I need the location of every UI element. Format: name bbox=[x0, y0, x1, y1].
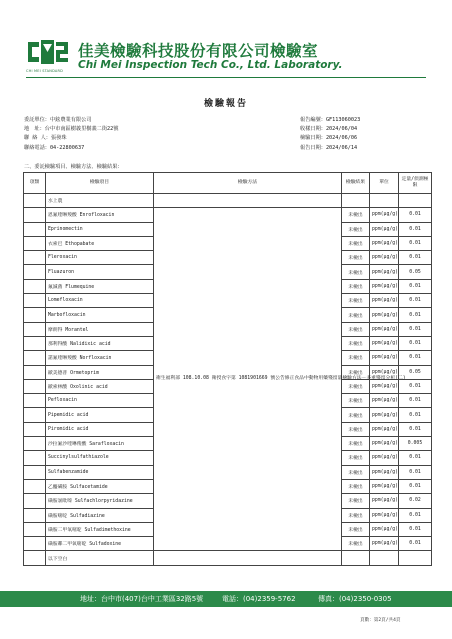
row-limit: 0.01 bbox=[399, 408, 432, 422]
header-unit: 單位 bbox=[370, 173, 399, 194]
client-phone: 聯絡電話：04-22800637 bbox=[24, 144, 85, 151]
row-limit: 0.01 bbox=[399, 537, 432, 551]
row-limit: 0.01 bbox=[399, 208, 432, 222]
row-unit: ppm(μg/g) bbox=[370, 365, 399, 379]
header-item: 檢驗項目 bbox=[46, 173, 154, 194]
row-unit: ppm(μg/g) bbox=[370, 308, 399, 322]
row-result: 未檢出 bbox=[342, 508, 370, 522]
row-item: Marbofloxacin bbox=[46, 308, 154, 322]
row-result: 未檢出 bbox=[342, 322, 370, 336]
row-limit: 0.05 bbox=[399, 365, 432, 379]
row-item: Fluazuron bbox=[46, 265, 154, 279]
row-limit: 0.01 bbox=[399, 236, 432, 250]
footer-fax: 傳真：(04)2350-0305 bbox=[318, 595, 392, 603]
header-category: 項類 bbox=[24, 173, 46, 194]
row-item: 摩朗得 Morantel bbox=[46, 322, 154, 336]
row-item: Sulfabenzamide bbox=[46, 465, 154, 479]
row-item: 恩氟喹啉羧酸 Enrofloxacin bbox=[46, 208, 154, 222]
row-limit: 0.01 bbox=[399, 336, 432, 350]
row-unit: ppm(μg/g) bbox=[370, 208, 399, 222]
row-category-cell bbox=[24, 294, 46, 308]
blank-cell bbox=[399, 551, 432, 565]
row-category-cell bbox=[24, 451, 46, 465]
row-category-cell bbox=[24, 379, 46, 393]
row-result: 未檢出 bbox=[342, 308, 370, 322]
row-unit: ppm(μg/g) bbox=[370, 294, 399, 308]
row-unit: ppm(μg/g) bbox=[370, 422, 399, 436]
row-item: 沙拉氟沙喹啉羧酸 Sarafloxacin bbox=[46, 437, 154, 451]
row-category-cell bbox=[24, 208, 46, 222]
footer-address: 地址：台中市(407)台中工業區32路5號 bbox=[80, 595, 204, 603]
method-cell: 衛生福利部 108.10.08 衛授食字第 1081901669 號公告修正食品中動物用藥殘留量檢驗方法－多重殘留分析(二) bbox=[154, 208, 342, 551]
row-result: 未檢出 bbox=[342, 379, 370, 393]
row-item: 氟滅菌 Flumequine bbox=[46, 279, 154, 293]
row-item: Pipemidic acid bbox=[46, 408, 154, 422]
blank-row-label: 以下空白 bbox=[46, 551, 154, 565]
row-category-cell bbox=[24, 251, 46, 265]
row-category-cell bbox=[24, 365, 46, 379]
client-info bbox=[24, 116, 118, 153]
row-limit: 0.01 bbox=[399, 308, 432, 322]
row-item: Succinylsulfathiazole bbox=[46, 451, 154, 465]
row-result: 未檢出 bbox=[342, 522, 370, 536]
row-item: 諾氟喹啉羧酸 Norfloxacin bbox=[46, 351, 154, 365]
row-result: 未檢出 bbox=[342, 208, 370, 222]
header-divider bbox=[26, 77, 426, 78]
report-title: 檢驗報告 bbox=[203, 99, 248, 109]
row-category-cell bbox=[24, 437, 46, 451]
company-name-zh: 佳美檢驗科技股份有限公司檢驗室 bbox=[78, 42, 319, 60]
row-unit: ppm(μg/g) bbox=[370, 351, 399, 365]
section-title: 二、委託檢驗項目、檢驗方法、檢驗結果： bbox=[24, 164, 123, 170]
row-unit: ppm(μg/g) bbox=[370, 437, 399, 451]
table-row bbox=[24, 208, 432, 222]
row-category-cell bbox=[24, 279, 46, 293]
row-item: 磺胺鄰二甲氧嘧啶 Sulfadoxine bbox=[46, 537, 154, 551]
row-unit: ppm(μg/g) bbox=[370, 336, 399, 350]
row-item: 磺胺嘧啶 Sulfadiazine bbox=[46, 508, 154, 522]
row-item: 歐索林酸 Oxolinic acid bbox=[46, 379, 154, 393]
client-name: 委託單位：中鉉農業有限公司 bbox=[24, 117, 92, 123]
row-category-cell bbox=[24, 537, 46, 551]
row-item: 衣索巴 Ethopabate bbox=[46, 236, 154, 250]
row-result: 未檢出 bbox=[342, 222, 370, 236]
row-category-cell bbox=[24, 494, 46, 508]
row-limit: 0.01 bbox=[399, 322, 432, 336]
row-item: 那利得酸 Nalidixic acid bbox=[46, 336, 154, 350]
row-category-cell bbox=[24, 394, 46, 408]
report-info bbox=[300, 116, 360, 153]
row-result: 未檢出 bbox=[342, 494, 370, 508]
table-header-row bbox=[24, 173, 432, 194]
row-unit: ppm(μg/g) bbox=[370, 222, 399, 236]
row-category-cell bbox=[24, 408, 46, 422]
row-item: 磺胺氯吡嗪 Sulfachlorpyridazine bbox=[46, 494, 154, 508]
row-result: 未檢出 bbox=[342, 236, 370, 250]
footer-phone: 電話：(04)2359-5762 bbox=[222, 595, 296, 603]
row-unit: ppm(μg/g) bbox=[370, 494, 399, 508]
row-item: 歐美德普 Ormetoprim bbox=[46, 365, 154, 379]
row-limit: 0.01 bbox=[399, 351, 432, 365]
row-category-cell bbox=[24, 465, 46, 479]
blank-cell bbox=[342, 551, 370, 565]
row-unit: ppm(μg/g) bbox=[370, 265, 399, 279]
row-category-cell bbox=[24, 479, 46, 493]
row-result: 未檢出 bbox=[342, 336, 370, 350]
row-limit: 0.01 bbox=[399, 465, 432, 479]
logo-caption: CHI MEI STANDARD bbox=[26, 69, 64, 73]
row-unit: ppm(μg/g) bbox=[370, 279, 399, 293]
page-number: 頁數：第2頁/共4頁 bbox=[360, 618, 401, 623]
row-unit: ppm(μg/g) bbox=[370, 251, 399, 265]
row-result: 未檢出 bbox=[342, 251, 370, 265]
row-unit: ppm(μg/g) bbox=[370, 379, 399, 393]
company-logo bbox=[28, 38, 70, 66]
row-unit: ppm(μg/g) bbox=[370, 451, 399, 465]
row-limit: 0.01 bbox=[399, 508, 432, 522]
row-item: Piromidic acid bbox=[46, 422, 154, 436]
blank-row bbox=[24, 551, 432, 565]
test-date: 檢驗日期：2024/06/06 bbox=[300, 135, 358, 142]
client-contact: 聯 絡 人：張發珠 bbox=[24, 135, 67, 142]
row-limit: 0.02 bbox=[399, 494, 432, 508]
row-result: 未檢出 bbox=[342, 351, 370, 365]
row-category-cell bbox=[24, 265, 46, 279]
blank-cell bbox=[154, 551, 342, 565]
blank-cell bbox=[24, 551, 46, 565]
header-limit: 定量/偵測極限 bbox=[399, 173, 432, 194]
client-address: 地 址：台中市南區樹義里樹義二街22號 bbox=[24, 126, 119, 133]
row-result: 未檢出 bbox=[342, 422, 370, 436]
row-result: 未檢出 bbox=[342, 394, 370, 408]
row-category-cell bbox=[24, 308, 46, 322]
row-limit: 0.05 bbox=[399, 265, 432, 279]
row-category-cell bbox=[24, 322, 46, 336]
row-result: 未檢出 bbox=[342, 479, 370, 493]
row-item: Fleroxacin bbox=[46, 251, 154, 265]
row-unit: ppm(μg/g) bbox=[370, 408, 399, 422]
row-limit: 0.005 bbox=[399, 437, 432, 451]
category-label: 水上農 bbox=[46, 194, 154, 208]
row-result: 未檢出 bbox=[342, 465, 370, 479]
row-category-cell bbox=[24, 351, 46, 365]
results-table bbox=[23, 172, 432, 566]
report-date: 報告日期：2024/06/14 bbox=[300, 144, 358, 151]
row-result: 未檢出 bbox=[342, 408, 370, 422]
row-result: 未檢出 bbox=[342, 437, 370, 451]
row-result: 未檢出 bbox=[342, 279, 370, 293]
row-limit: 0.01 bbox=[399, 279, 432, 293]
row-limit: 0.01 bbox=[399, 379, 432, 393]
report-number: 報告編號：GF113060023 bbox=[300, 117, 361, 123]
row-item: Pefloxacin bbox=[46, 394, 154, 408]
row-result: 未檢出 bbox=[342, 294, 370, 308]
row-category-cell bbox=[24, 336, 46, 350]
blank-cell bbox=[370, 551, 399, 565]
row-unit: ppm(μg/g) bbox=[370, 394, 399, 408]
row-limit: 0.01 bbox=[399, 251, 432, 265]
row-item: 乙醯磺胺 Sulfacetamide bbox=[46, 479, 154, 493]
row-item: 磺胺二甲氧嘧啶 Sulfadimethoxine bbox=[46, 522, 154, 536]
row-category-cell bbox=[24, 422, 46, 436]
row-category-cell bbox=[24, 508, 46, 522]
received-date: 收樣日期：2024/06/04 bbox=[300, 126, 358, 133]
row-item: Eprinomectin bbox=[46, 222, 154, 236]
row-limit: 0.01 bbox=[399, 294, 432, 308]
row-limit: 0.01 bbox=[399, 522, 432, 536]
row-limit: 0.01 bbox=[399, 479, 432, 493]
category-cell bbox=[24, 194, 46, 208]
row-unit: ppm(μg/g) bbox=[370, 508, 399, 522]
row-category-cell bbox=[24, 236, 46, 250]
header-method: 檢驗方法 bbox=[154, 173, 342, 194]
row-unit: ppm(μg/g) bbox=[370, 236, 399, 250]
row-limit: 0.01 bbox=[399, 394, 432, 408]
row-unit: ppm(μg/g) bbox=[370, 537, 399, 551]
row-item: Lomefloxacin bbox=[46, 294, 154, 308]
company-name-en: Chi Mei Inspection Tech Co., Ltd. Laboratory. bbox=[78, 59, 343, 71]
row-category-cell bbox=[24, 222, 46, 236]
row-result: 未檢出 bbox=[342, 451, 370, 465]
header-result: 檢驗結果 bbox=[342, 173, 370, 194]
row-category-cell bbox=[24, 522, 46, 536]
row-unit: ppm(μg/g) bbox=[370, 465, 399, 479]
row-limit: 0.01 bbox=[399, 422, 432, 436]
row-unit: ppm(μg/g) bbox=[370, 522, 399, 536]
footer-bar bbox=[0, 591, 452, 607]
category-row bbox=[24, 194, 432, 208]
row-unit: ppm(μg/g) bbox=[370, 322, 399, 336]
row-limit: 0.01 bbox=[399, 451, 432, 465]
row-result: 未檢出 bbox=[342, 265, 370, 279]
row-unit: ppm(μg/g) bbox=[370, 479, 399, 493]
row-limit: 0.01 bbox=[399, 222, 432, 236]
row-result: 未檢出 bbox=[342, 537, 370, 551]
row-result: 未檢出 bbox=[342, 365, 370, 379]
